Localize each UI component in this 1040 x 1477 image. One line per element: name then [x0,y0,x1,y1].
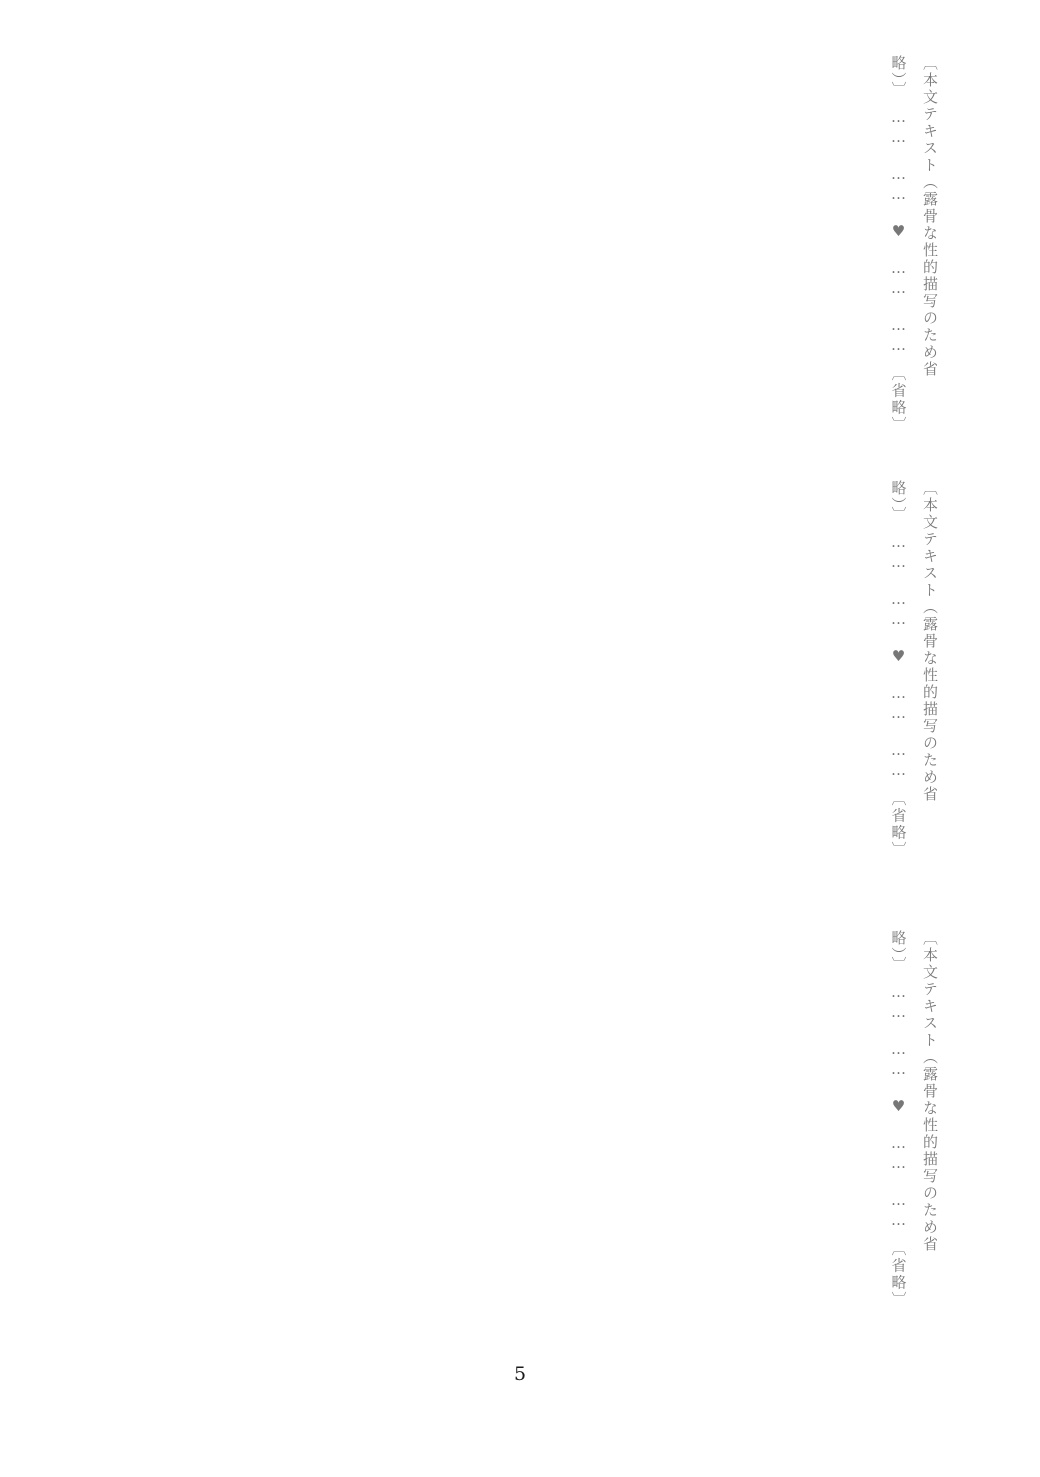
text-block-top: 〔本文テキスト（露骨な性的描写のため省略）〕 …… …… ♥ …… …… 〔省略〕 [889,55,939,434]
text-block-bottom: 〔本文テキスト（露骨な性的描写のため省略）〕 …… …… ♥ …… …… 〔省略〕 [889,930,939,1309]
page-number: 5 [513,1363,527,1385]
text-block-middle: 〔本文テキスト（露骨な性的描写のため省略）〕 …… …… ♥ …… …… 〔省略〕 [889,480,939,859]
